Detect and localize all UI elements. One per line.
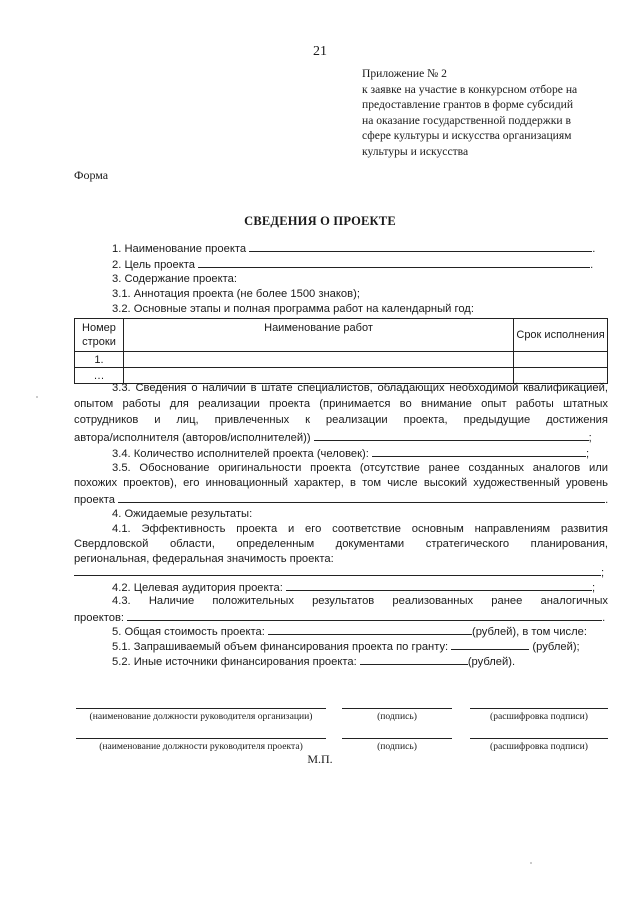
specialists-line-1: 3.3. Сведения о наличии в штате специалистов, обладающих необходимой квалификацией, [112,382,608,394]
originality-field[interactable] [118,492,605,503]
executors-row [112,446,589,460]
content-heading: 3. Содержание проекта: [112,273,238,285]
total-cost-label: 5. Общая стоимость проекта: [112,626,265,638]
annex-line: на оказание государственной поддержки в [362,113,571,127]
positive-results-line-1: 4.3. Наличие положительных результатов реализованных ранее аналогичных [112,595,608,607]
originality-line-2: похожих проектов), его инновационный характер, в том числе высокий художественный уровень [74,477,608,489]
efficiency-fill-row [74,565,604,579]
efficiency-line-1: 4.1. Эффективность проекта и его соответствие основным направлениям развития [112,523,608,535]
specialists-line-4: автора/исполнителя (авторов/исполнителей)) [74,432,311,444]
stamp-place: М.П. [307,752,333,766]
annotation-item: 3.1. Аннотация проекта (не более 1500 знаков); [112,288,360,300]
positive-results-row [74,610,605,624]
project-position-line[interactable] [76,738,326,739]
scan-speck [36,396,38,398]
grant-label: 5.1. Запрашиваемый объем финансирования проекта по гранту: [112,641,449,653]
org-decode-line[interactable] [470,708,608,709]
header-row-number: Номер строки [75,319,124,352]
other-sources-field[interactable] [360,654,468,665]
org-position-caption: (наименование должности руководителя организации) [89,711,313,722]
header-deadline: Срок исполнения [514,319,608,352]
specialists-line-4-row [74,430,592,444]
grant-field[interactable] [451,639,529,650]
grant-row [112,639,580,653]
efficiency-line-3: региональная, федеральная значимость проекта: [74,553,334,565]
efficiency-line-2: Свердловской области, определенным документами стратегического планирования, [74,538,608,550]
scan-speck [530,862,532,864]
specialists-field[interactable] [314,430,589,441]
deadline-cell[interactable] [514,352,608,368]
annex-line: культуры и искусства [362,144,469,158]
specialists-line-3: сотрудников и лиц, привлеченных к реализации проекта, предыдущие достижения [74,414,608,426]
row-number-cell: 1. [75,352,124,368]
table-header-row [75,319,608,352]
project-signature-line[interactable] [342,738,452,739]
semicolon-mark: ; [601,567,605,579]
other-sources-label: 5.2. Иные источники финансирования проекта: [112,656,357,668]
project-goal-field[interactable] [198,257,590,268]
org-signature-line[interactable] [342,708,452,709]
org-decode-caption: (расшифровка подписи) [490,711,588,722]
project-decode-caption: (расшифровка подписи) [490,741,588,752]
results-heading: 4. Ожидаемые результаты: [112,508,253,520]
semicolon-mark: ; [585,448,590,460]
semicolon-mark: ; [592,582,596,594]
positive-results-line-2: проектов: [74,612,125,624]
period-mark: . [590,259,594,271]
period-mark: . [592,243,596,255]
audience-label: 4.2. Целевая аудитория проекта: [112,582,283,594]
semicolon-mark: ; [588,432,592,444]
annex-line: к заявке на участие в конкурсном отборе на [362,82,578,96]
project-name-row [112,241,595,255]
positive-results-field[interactable] [127,610,602,621]
org-signature-caption: (подпись) [377,711,417,722]
project-position-caption: (наименование должности руководителя проекта) [99,741,303,752]
specialists-line-2: опытом работы для реализации проекта (принимается во внимание опыт работы штатных [74,398,608,410]
originality-line-3-row [74,492,608,506]
period-mark: . [605,494,609,506]
page-number: 21 [313,44,327,59]
audience-field[interactable] [286,580,592,591]
project-name-label: 1. Наименование проекта [112,243,247,255]
other-sources-unit: (рублей). [467,656,516,668]
work-name-cell[interactable] [123,352,513,368]
project-goal-label: 2. Цель проекта [112,259,195,271]
project-decode-line[interactable] [470,738,608,739]
audience-row [112,580,595,594]
form-label: Форма [74,168,109,182]
project-name-field[interactable] [249,241,592,252]
period-mark: . [602,612,606,624]
annex-line: сфере культуры и искусства организациям [362,129,572,142]
project-goal-row [112,257,593,271]
executors-field[interactable] [372,446,586,457]
annex-line: Приложение № 2 [362,67,447,80]
table-row [75,352,608,368]
works-table [74,318,608,384]
originality-line-3: проекта [74,494,115,506]
header-work-name: Наименование работ [123,319,513,352]
grant-unit: (рублей); [532,641,580,653]
document-title: СВЕДЕНИЯ О ПРОЕКТЕ [244,214,396,228]
efficiency-field[interactable] [74,565,601,576]
project-signature-caption: (подпись) [377,741,417,752]
originality-line-1: 3.5. Обоснование оригинальности проекта (отсутствие ранее созданных аналогов или [112,462,608,474]
stages-item: 3.2. Основные этапы и полная программа работ на календарный год: [112,303,474,315]
row-number-cell: … [75,368,124,384]
executors-label: 3.4. Количество исполнителей проекта (человек): [112,448,369,460]
annex-line: предоставление грантов в форме субсидий [362,98,574,111]
total-cost-unit: (рублей), в том числе: [471,626,587,638]
org-position-line[interactable] [76,708,326,709]
other-sources-row [112,654,515,668]
total-cost-field[interactable] [268,624,472,635]
annex-note [362,66,612,159]
total-cost-row [112,624,587,638]
